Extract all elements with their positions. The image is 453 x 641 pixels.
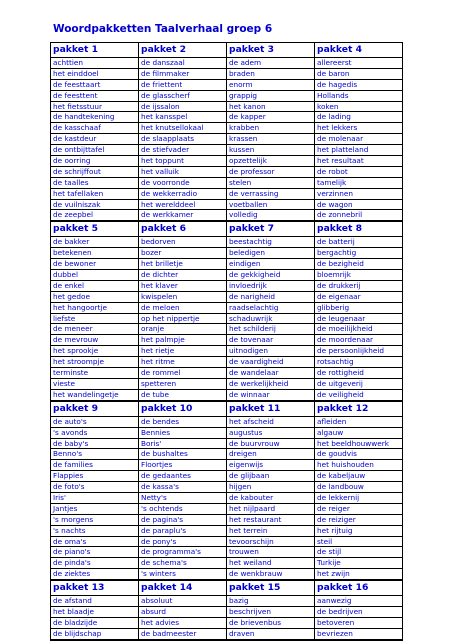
word-item: het nijlpaard [227,504,314,515]
word-item: de stiefvader [139,145,226,156]
word-item: dreigen [227,449,314,460]
word-item: de afstand [51,596,138,607]
word-item: de wagon [315,200,402,211]
word-item: de tovenaar [227,335,314,346]
word-item: eindigen [227,259,314,270]
word-item: rotsachtig [315,357,402,368]
package-cell [227,43,315,222]
word-item: de bendes [139,417,226,428]
word-item: het sprookje [51,346,138,357]
word-package-grid [50,42,403,641]
package-header: pakket 5 [51,222,138,237]
package-header: pakket 1 [51,43,138,58]
package-header: pakket 10 [139,402,226,417]
package-cell [315,401,403,580]
word-item: het hangoortje [51,303,138,314]
word-item: de leugenaar [315,314,402,325]
word-item: de kapper [227,112,314,123]
word-item: het einddoel [51,69,138,80]
word-item: het huishouden [315,460,402,471]
word-item: enorm [227,80,314,91]
word-item: kussen [227,145,314,156]
word-item: bedorven [139,237,226,248]
word-item: de paraplu's [139,526,226,537]
package-header: pakket 12 [315,402,402,417]
word-item: betekenen [51,248,138,259]
package-cell [227,222,315,401]
word-item: braden [227,69,314,80]
word-item: de pagina's [139,515,226,526]
word-item: de veiligheid [315,390,402,401]
word-item: vieste [51,379,138,390]
word-item: de molenaar [315,134,402,145]
word-item: de reiziger [315,515,402,526]
word-item: steil [315,537,402,548]
word-item: de glasscherf [139,91,226,102]
word-item: Bennies [139,428,226,439]
word-item: de tube [139,390,226,401]
word-item: tamelijk [315,178,402,189]
word-item: schaduwrijk [227,314,314,325]
word-item: het blaadje [51,607,138,618]
word-item: de rottigheid [315,368,402,379]
word-item: de danszaal [139,58,226,69]
word-item: algauw [315,428,402,439]
word-item: het gedoe [51,292,138,303]
package-cell [139,43,227,222]
word-item: de kabouter [227,493,314,504]
word-item: de badmeester [139,629,226,640]
word-item: de goudvis [315,449,402,460]
word-item: de verrassing [227,189,314,200]
word-item: absurd [139,607,226,618]
package-cell [51,222,139,401]
word-item: stelen [227,178,314,189]
word-item: absoluut [139,596,226,607]
package-cell [227,581,315,641]
word-item: het knutsellokaal [139,123,226,134]
word-item: de rommel [139,368,226,379]
word-item: de programma's [139,547,226,558]
word-item: de bladzijde [51,618,138,629]
word-item: het tafellaken [51,189,138,200]
word-item: Jantjes [51,504,138,515]
word-item: de ontbijttafel [51,145,138,156]
word-item: het valluik [139,167,226,178]
word-item: de feesttent [51,91,138,102]
word-item: de meloen [139,303,226,314]
package-row [51,43,403,222]
word-item: de bedrijven [315,607,402,618]
word-item: het brilletje [139,259,226,270]
word-item: het toppunt [139,156,226,167]
word-item: de werkkamer [139,210,226,221]
word-item: de bakker [51,237,138,248]
word-item: achttien [51,58,138,69]
word-item: de professor [227,167,314,178]
word-item: uitnodigen [227,346,314,357]
package-header: pakket 16 [315,581,402,596]
word-item: bozer [139,248,226,259]
word-item: de foto's [51,482,138,493]
word-item: de hagedis [315,80,402,91]
word-item: de persoonlijkheid [315,346,402,357]
word-item: het fietsstuur [51,102,138,113]
word-item: spetteren [139,379,226,390]
word-item: volledig [227,210,314,221]
word-item: de lekkernij [315,493,402,504]
word-item: Turkije [315,558,402,569]
word-item: 's ochtends [139,504,226,515]
word-item: Benno's [51,449,138,460]
document-title: Woordpakketten Taalverhaal groep 6 [53,23,273,35]
word-item: de meneer [51,324,138,335]
word-item: het werelddeel [139,200,226,211]
word-item: dubbel [51,270,138,281]
word-item: liefste [51,314,138,325]
package-header: pakket 7 [227,222,314,237]
word-item: de robot [315,167,402,178]
word-item: de schema's [139,558,226,569]
package-cell [139,581,227,641]
word-item: de wenkbrauw [227,569,314,580]
word-item: de lading [315,112,402,123]
word-item: trouwen [227,547,314,558]
word-item: draven [227,629,314,640]
word-item: augustus [227,428,314,439]
word-item: de ijssalon [139,102,226,113]
package-cell [315,222,403,401]
word-item: de adem [227,58,314,69]
word-item: betoveren [315,618,402,629]
word-item: de batterij [315,237,402,248]
package-cell [51,401,139,580]
word-item: de zonnebril [315,210,402,221]
package-header: pakket 2 [139,43,226,58]
word-item: het advies [139,618,226,629]
word-item: het stroompje [51,357,138,368]
package-header: pakket 3 [227,43,314,58]
word-item: Hollands [315,91,402,102]
word-item: de bezigheid [315,259,402,270]
word-item: Flappies [51,471,138,482]
package-header: pakket 13 [51,581,138,596]
package-header: pakket 8 [315,222,402,237]
package-cell [227,401,315,580]
word-item: 's avonds [51,428,138,439]
package-header: pakket 6 [139,222,226,237]
word-item: de blijdschap [51,629,138,640]
word-item: de feesttaart [51,80,138,91]
package-header: pakket 11 [227,402,314,417]
word-item: koken [315,102,402,113]
word-item: de oma's [51,537,138,548]
word-item: de kassa's [139,482,226,493]
word-item: de baron [315,69,402,80]
word-item: raadselachtig [227,303,314,314]
word-item: afleiden [315,417,402,428]
word-item: het weiland [227,558,314,569]
word-item: het schilderij [227,324,314,335]
word-item: de vuilniszak [51,200,138,211]
word-item: de werkelijkheid [227,379,314,390]
word-item: de reiger [315,504,402,515]
word-item: hijgen [227,482,314,493]
word-item: de slaapplaats [139,134,226,145]
word-item: de families [51,460,138,471]
package-cell [315,581,403,641]
word-item: het wandelingetje [51,390,138,401]
word-item: het rietje [139,346,226,357]
word-item: de baby's [51,439,138,450]
word-item: de gedaantes [139,471,226,482]
word-item: de schrijffout [51,167,138,178]
word-item: het platteland [315,145,402,156]
word-item: de eigenaar [315,292,402,303]
word-item: de kasschaaf [51,123,138,134]
word-item: de stijl [315,547,402,558]
package-cell [139,222,227,401]
word-item: de drukkerij [315,281,402,292]
word-item: tevoorschijn [227,537,314,548]
word-item: de glijbaan [227,471,314,482]
package-header: pakket 9 [51,402,138,417]
package-cell [51,581,139,641]
word-item: oranje [139,324,226,335]
word-item: eigenwijs [227,460,314,471]
word-item: de taalles [51,178,138,189]
word-item: de narigheid [227,292,314,303]
word-item: aanwezig [315,596,402,607]
word-item: de voorronde [139,178,226,189]
package-cell [51,43,139,222]
package-row [51,222,403,401]
word-item: de brievenbus [227,618,314,629]
word-item: de auto's [51,417,138,428]
word-item: Netty's [139,493,226,504]
word-item: 's nachts [51,526,138,537]
word-item: de winnaar [227,390,314,401]
word-item: opzettelijk [227,156,314,167]
word-item: de handtekening [51,112,138,123]
package-cell [139,401,227,580]
word-item: de moeilijkheid [315,324,402,335]
word-item: beestachtig [227,237,314,248]
word-item: de piano's [51,547,138,558]
word-item: 's morgens [51,515,138,526]
word-item: de filmmaker [139,69,226,80]
word-item: de ziektes [51,569,138,580]
word-item: glibberig [315,303,402,314]
word-item: de kastdeur [51,134,138,145]
word-item: het rijtuig [315,526,402,537]
word-item: de landbouw [315,482,402,493]
word-item: krassen [227,134,314,145]
word-item: de vaardigheid [227,357,314,368]
word-item: de bushaltes [139,449,226,460]
word-item: het lekkers [315,123,402,134]
word-item: de wandelaar [227,368,314,379]
word-item: de pony's [139,537,226,548]
word-item: het beeldhouwwerk [315,439,402,450]
word-item: de buurvrouw [227,439,314,450]
package-cell [315,43,403,222]
word-item: kwispelen [139,292,226,303]
word-item: beledigen [227,248,314,259]
word-item: de moordenaar [315,335,402,346]
word-item: het zwijn [315,569,402,580]
word-item: het restaurant [227,515,314,526]
word-item: krabben [227,123,314,134]
word-item: de kabeljauw [315,471,402,482]
word-item: de pinda's [51,558,138,569]
package-row [51,581,403,641]
word-item: op het nippertje [139,314,226,325]
package-header: pakket 15 [227,581,314,596]
word-item: terminste [51,368,138,379]
word-item: Boris' [139,439,226,450]
word-item: de bewoner [51,259,138,270]
word-item: verzinnen [315,189,402,200]
word-item: de uitgeverij [315,379,402,390]
word-item: de friettent [139,80,226,91]
word-item: bergachtig [315,248,402,259]
word-item: 's winters [139,569,226,580]
package-row [51,401,403,580]
word-item: het kanon [227,102,314,113]
word-item: Floortjes [139,460,226,471]
word-item: de gekkigheid [227,270,314,281]
word-item: bazig [227,596,314,607]
word-item: het klaver [139,281,226,292]
word-item: beschrijven [227,607,314,618]
word-item: het palmpje [139,335,226,346]
word-item: de zeepbel [51,210,138,221]
word-item: bloemrijk [315,270,402,281]
package-header: pakket 4 [315,43,402,58]
word-item: bevriezen [315,629,402,640]
word-item: grappig [227,91,314,102]
word-item: de dichter [139,270,226,281]
word-item: de mevrouw [51,335,138,346]
word-item: het kansspel [139,112,226,123]
word-item: het ritme [139,357,226,368]
word-item: het afscheid [227,417,314,428]
word-item: Iris' [51,493,138,504]
word-item: allereerst [315,58,402,69]
word-item: het resultaat [315,156,402,167]
word-item: voetballen [227,200,314,211]
package-header: pakket 14 [139,581,226,596]
word-item: invloedrijk [227,281,314,292]
word-item: het terrein [227,526,314,537]
word-item: de enkel [51,281,138,292]
word-item: de wekkerradio [139,189,226,200]
word-item: de oorring [51,156,138,167]
